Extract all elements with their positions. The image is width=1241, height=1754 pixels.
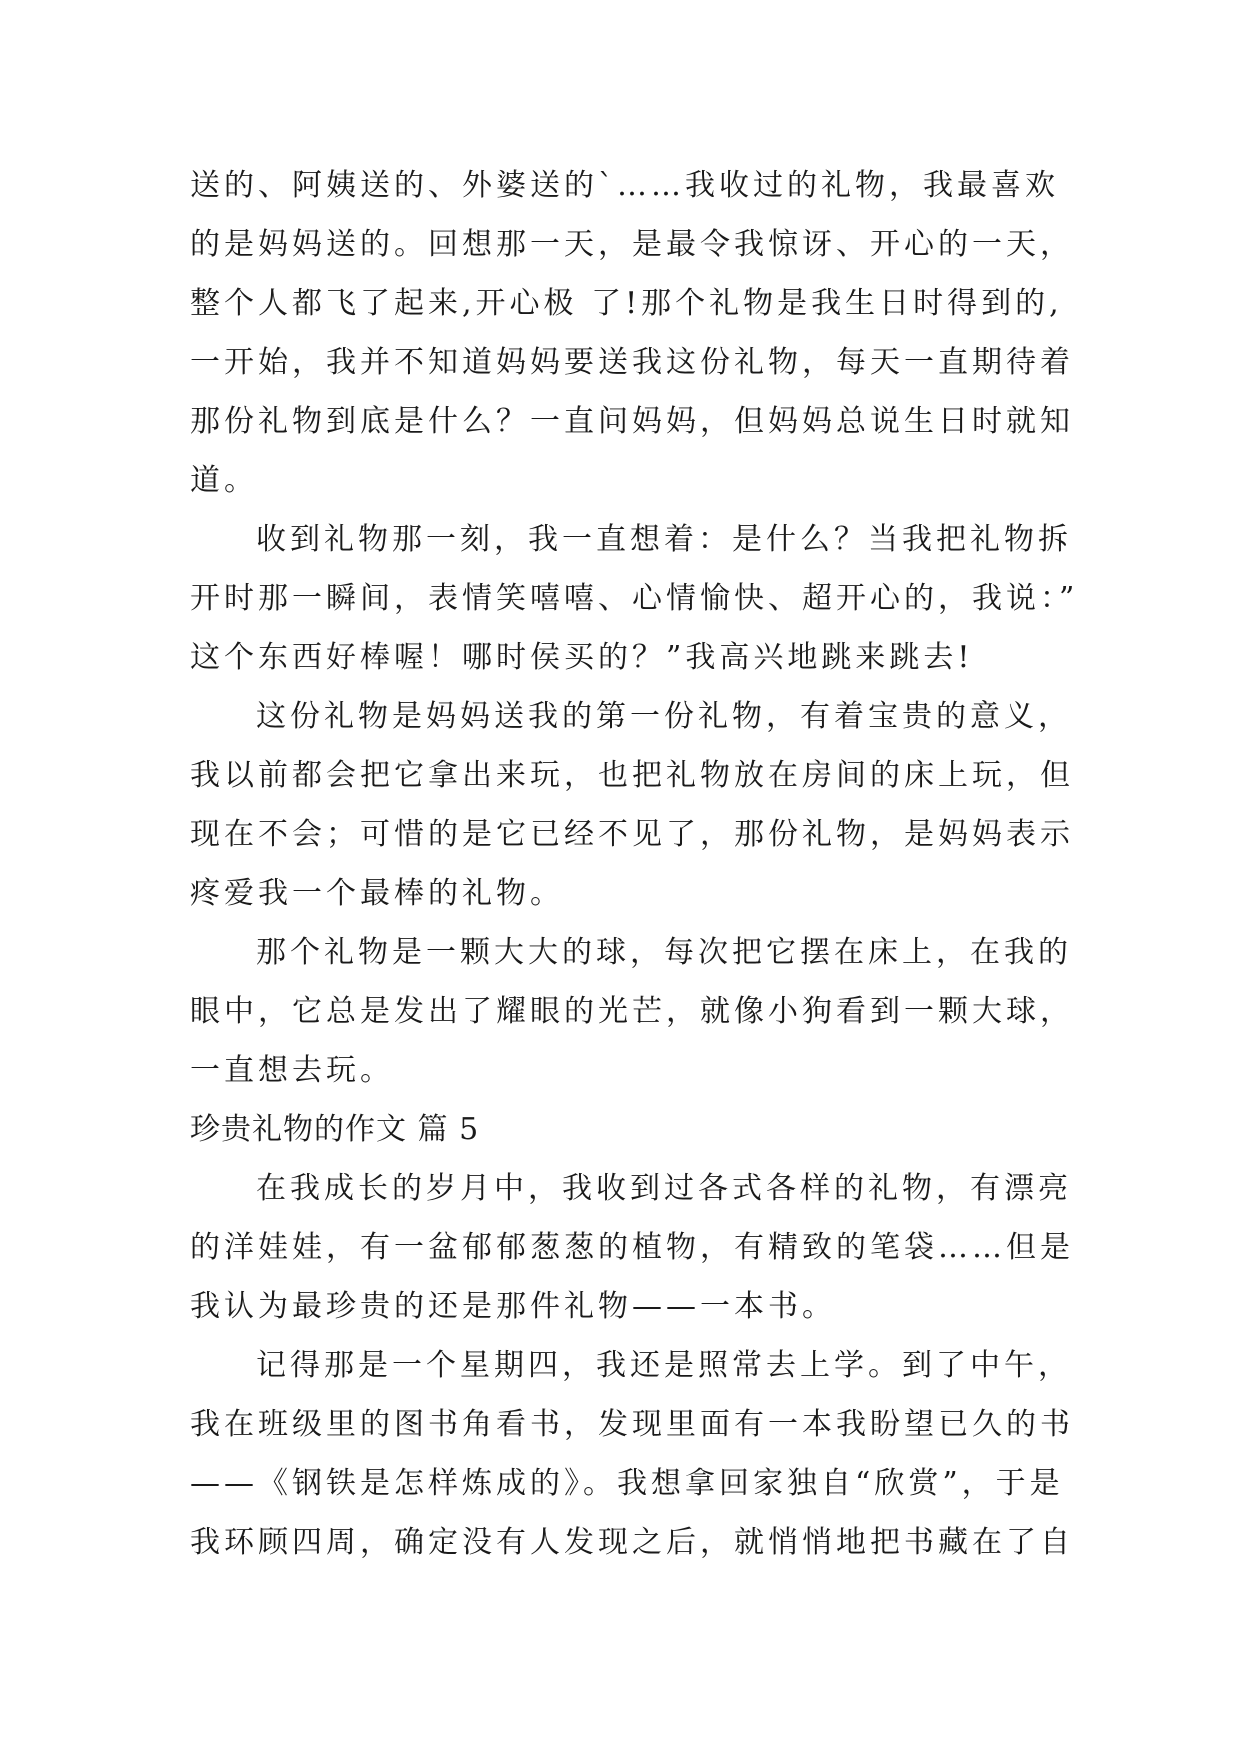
text-line: 整个人都飞了起来,开心极 了!那个礼物是我生日时得到的, xyxy=(190,286,1063,321)
text-line: 我以前都会把它拿出来玩，也把礼物放在房间的床上玩，但 xyxy=(190,758,1074,793)
text-line: 疼爱我一个最棒的礼物。 xyxy=(190,876,564,911)
text-line: 的是妈妈送的。回想那一天，是最令我惊讶、开心的一天， xyxy=(190,227,1074,262)
text-line: 我认为最珍贵的还是那件礼物——一本书。 xyxy=(190,1289,836,1324)
text-line: 我环顾四周，确定没有人发现之后，就悄悄地把书藏在了自 xyxy=(190,1525,1074,1560)
text-line: 眼中，它总是发出了耀眼的光芒，就像小狗看到一颗大球， xyxy=(190,994,1074,1029)
paragraph-first-line: 那个礼物是一颗大大的球，每次把它摆在床上，在我的 xyxy=(256,935,1072,970)
paragraph-first-line: 这份礼物是妈妈送我的第一份礼物，有着宝贵的意义， xyxy=(256,699,1072,734)
text-line: 我在班级里的图书角看书，发现里面有一本我盼望已久的书 xyxy=(190,1407,1074,1442)
text-line: 现在不会；可惜的是它已经不见了，那份礼物，是妈妈表示 xyxy=(190,817,1074,852)
section-heading: 珍贵礼物的作文 篇 5 xyxy=(190,1112,480,1147)
text-line: 开时那一瞬间，表情笑嘻嘻、心情愉快、超开心的，我说：” xyxy=(190,581,1079,616)
text-line: 送的、阿姨送的、外婆送的`……我收过的礼物，我最喜欢 xyxy=(190,168,1059,203)
text-line: 一开始，我并不知道妈妈要送我这份礼物，每天一直期待着 xyxy=(190,345,1074,380)
text-line: 这个东西好棒喔！哪时侯买的？”我高兴地跳来跳去! xyxy=(190,640,974,675)
text-line: 一直想去玩。 xyxy=(190,1053,394,1088)
text-line: 那份礼物到底是什么？一直问妈妈，但妈妈总说生日时就知 xyxy=(190,404,1074,439)
document-body xyxy=(190,156,1079,1572)
text-line: ——《钢铁是怎样炼成的》。我想拿回家独自“欣赏”，于是 xyxy=(190,1466,1064,1501)
text-line: 的洋娃娃，有一盆郁郁葱葱的植物，有精致的笔袋……但是 xyxy=(190,1230,1074,1265)
paragraph-first-line: 收到礼物那一刻，我一直想着：是什么？当我把礼物拆 xyxy=(256,522,1072,557)
paragraph-first-line: 在我成长的岁月中，我收到过各式各样的礼物，有漂亮 xyxy=(256,1171,1072,1206)
text-line: 道。 xyxy=(190,463,258,498)
paragraph-first-line: 记得那是一个星期四，我还是照常去上学。到了中午， xyxy=(256,1348,1072,1383)
